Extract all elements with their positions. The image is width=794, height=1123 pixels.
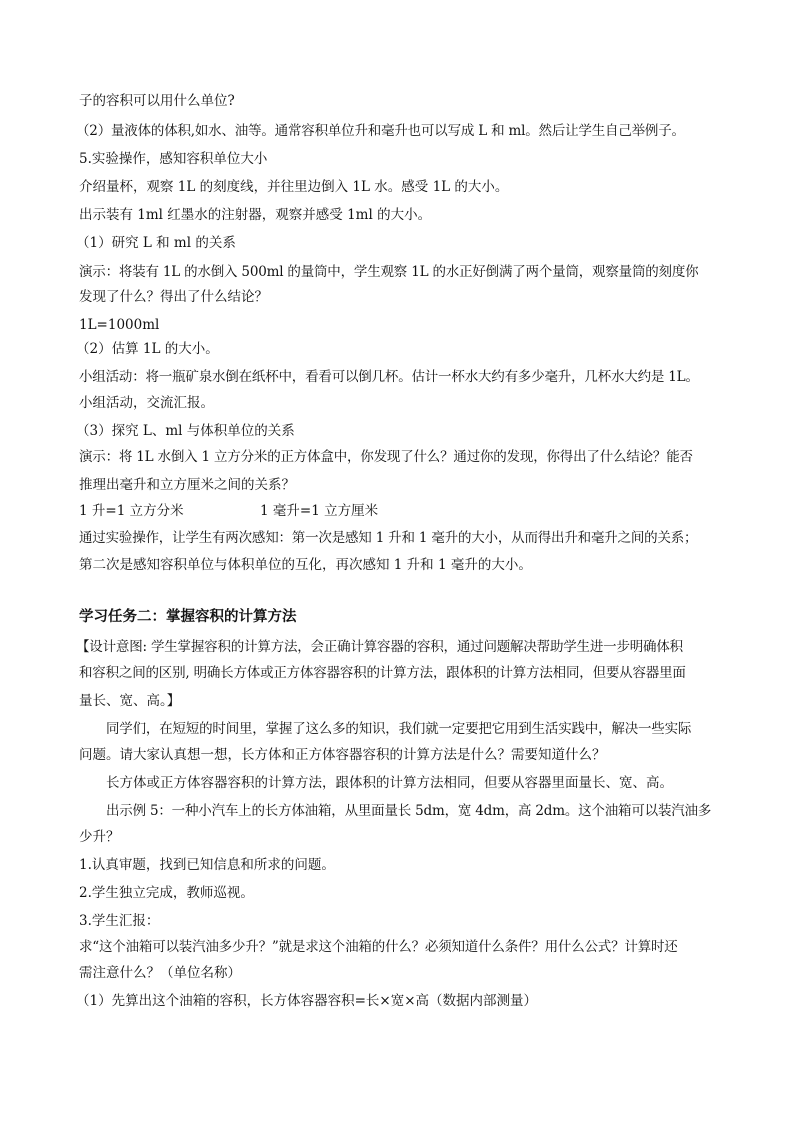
text-line: 介绍量杯，观察 1L 的刻度线，并往里边倒入 1L 水。感受 1L 的大小。: [79, 179, 509, 195]
sub-heading: （2）估算 1L 的大小。: [76, 341, 219, 357]
sub-heading: （1）研究 L 和 ml 的关系: [76, 235, 236, 251]
step-line: 1.认真审题，找到已知信息和所求的问题。: [79, 857, 335, 873]
text-line: 长方体或正方体容器容积的计算方法，跟体积的计算方法相同，但要从容器里面量长、宽、高。: [106, 775, 673, 791]
text-line: （2）量液体的体积,如水、油等。通常容积单位升和毫升也可以写成 L 和 ml。然后让学生自己举例子。: [76, 123, 685, 139]
text-line: 求“这个油箱可以装汽油多少升？”就是求这个油箱的什么？必须知道什么条件？用什么公式？计算时还: [79, 939, 678, 955]
design-intent-line: 和容积之间的区别, 明确长方体或正方体容器容积的计算方法，跟体积的计算方法相同，但要从容器里面: [79, 665, 686, 681]
step-line: 3.学生汇报：: [79, 913, 160, 929]
formula-line: 1L=1000ml: [79, 317, 160, 333]
design-intent-line: 【设计意图: 学生掌握容积的计算方法，会正确计算容器的容积，通过问题解决帮助学生进一步明确体积: [76, 639, 683, 655]
text-line: 第二次是感知容积单位与体积单位的互化，再次感知 1 升和 1 毫升的大小。: [79, 557, 532, 573]
step-heading: 5.实验操作，感知容积单位大小: [79, 151, 268, 167]
text-line: 子的容积可以用什么单位?: [79, 93, 235, 109]
text-line: 需注意什么？（单位名称）: [79, 965, 241, 981]
example-line: 出示例 5：一种小汽车上的长方体油箱，从里面量长 5dm，宽 4dm，高 2dm。这个油箱可以装汽油多: [106, 803, 712, 819]
text-line: 演示：将 1L 水倒入 1 立方分米的正方体盒中，你发现了什么？通过你的发现，你得出了什么结论？能否: [79, 449, 693, 465]
section-heading: 学习任务二：掌握容积的计算方法: [79, 608, 297, 625]
text-line: 问题。请大家认真想一想，长方体和正方体容器容积的计算方法是什么？需要知道什么？: [79, 747, 606, 763]
example-line: 少升？: [79, 829, 120, 845]
text-line: 小组活动：将一瓶矿泉水倒在纸杯中，看看可以倒几杯。估计一杯水大约有多少毫升，几杯水大约是 1L。: [79, 369, 699, 385]
text-line: 小组活动，交流汇报。: [79, 395, 214, 411]
step-line: 2.学生独立完成，教师巡视。: [79, 885, 254, 901]
sub-heading: （3）探究 L、ml 与体积单位的关系: [76, 423, 295, 439]
text-line: （1）先算出这个油箱的容积，长方体容器容积=长×宽×高（数据内部测量）: [76, 993, 538, 1009]
text-line: 推理出毫升和立方厘米之间的关系？: [79, 477, 295, 493]
design-intent-line: 量长、宽、高。】: [79, 693, 181, 709]
text-line: 发现了什么？得出了什么结论？: [79, 289, 268, 305]
text-line: 演示：将装有 1L 的水倒入 500ml 的量筒中，学生观察 1L 的水正好倒满了两个量筒，观察量筒的刻度你: [79, 264, 699, 280]
formula-milliliter: 1 毫升=1 立方厘米: [260, 503, 379, 519]
text-line: 同学们，在短短的时间里，掌握了这么多的知识，我们就一定要把它用到生活实践中，解决一些实际: [106, 721, 692, 737]
text-line: 出示装有 1ml 红墨水的注射器，观察并感受 1ml 的大小。: [79, 207, 432, 223]
formula-liter: 1 升=1 立方分米: [79, 503, 184, 519]
text-line: 通过实验操作，让学生有两次感知：第一次是感知 1 升和 1 毫升的大小，从而得出升和毫升之间的关系；: [79, 530, 698, 546]
formula-line: [79, 500, 739, 522]
